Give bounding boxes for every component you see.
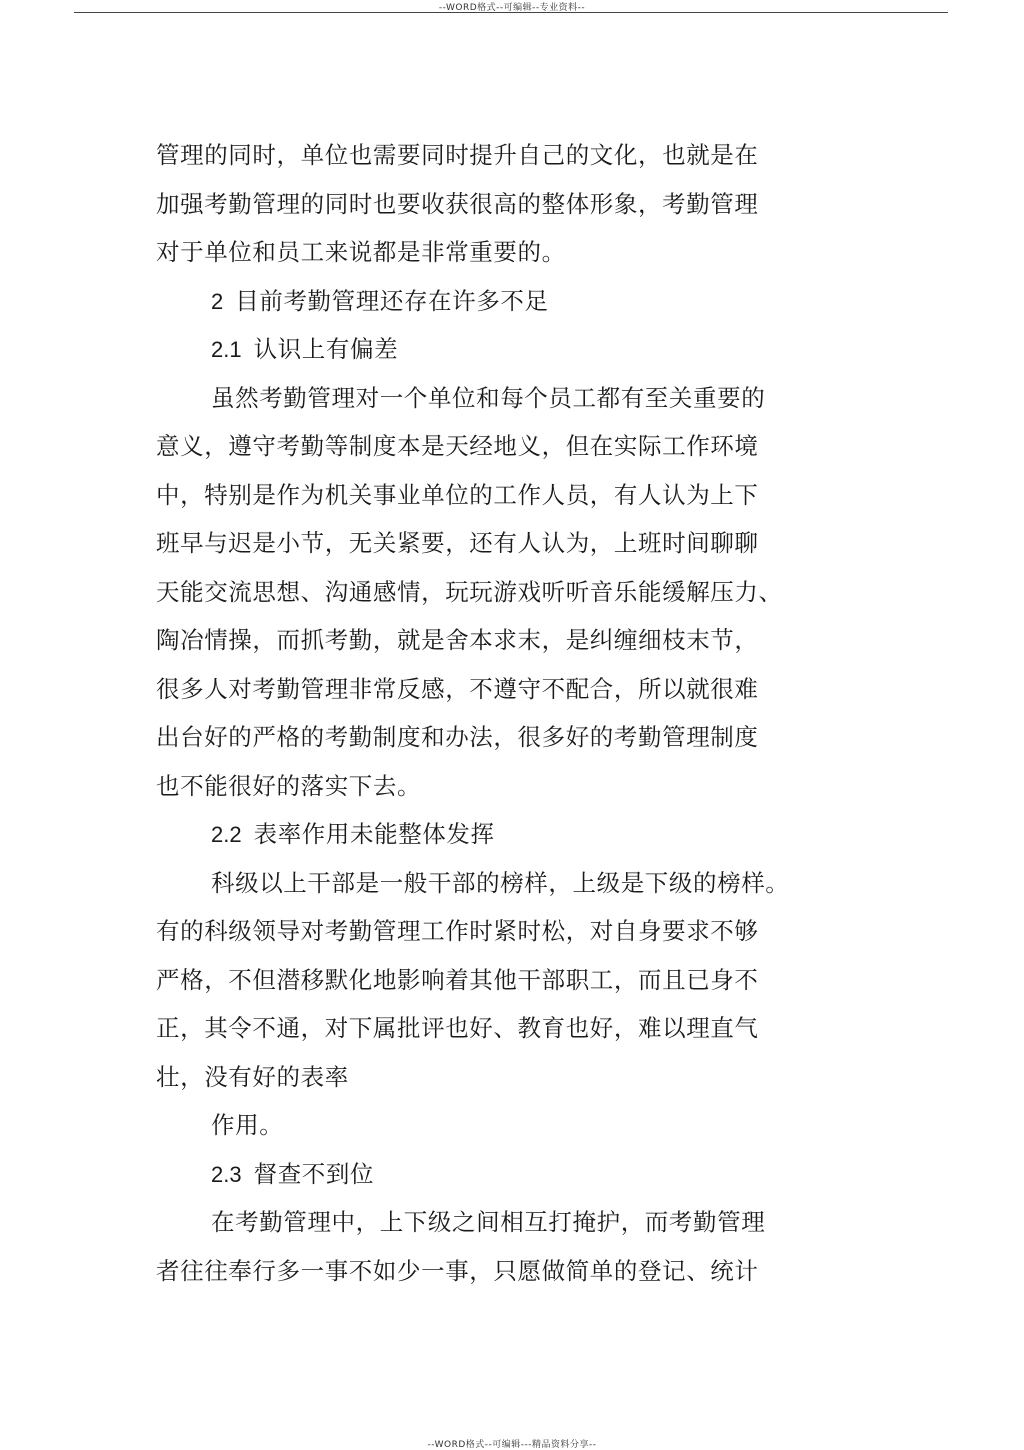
section-title: 表率作用未能整体发挥 <box>253 820 495 848</box>
paragraph-line: 在考勤管理中，上下级之间相互打掩护，而考勤管理 <box>211 1208 766 1236</box>
paragraph-line: 正，其令不通，对下属批评也好、教育也好，难以理直气 <box>156 1014 759 1042</box>
paragraph-line: 陶冶情操，而抓考勤，就是舍本求末，是纠缠细枝末节， <box>156 626 759 654</box>
header-divider <box>74 12 948 13</box>
section-heading-2-2 <box>156 810 786 859</box>
section-number: 2.1 <box>211 337 242 362</box>
paragraph-line: 很多人对考勤管理非常反感，不遵守不配合，所以就很难 <box>156 674 759 703</box>
section-number: 2.2 <box>211 822 242 847</box>
paragraph-line: 对于单位和员工来说都是非常重要的。 <box>156 238 566 266</box>
document-body <box>156 131 790 1295</box>
section-title: 督查不到位 <box>253 1159 375 1188</box>
section-title: 认识上有偏差 <box>253 335 399 363</box>
paragraph-line: 管理的同时，单位也需要同时提升自己的文化，也就是在 <box>156 141 759 169</box>
section-heading-2 <box>156 277 786 326</box>
page-footer-text: --WORD格式--可编辑---精品资料分享-- <box>427 1440 597 1450</box>
paragraph-line: 意义，遵守考勤等制度本是天经地义，但在实际工作环境 <box>156 432 759 460</box>
paragraph-line: 也不能很好的落实下去。 <box>156 771 422 800</box>
section-heading-2-1 <box>156 325 786 374</box>
paragraph-line: 作用。 <box>211 1111 284 1139</box>
paragraph-line: 班早与迟是小节，无关紧要，还有人认为，上班时间聊聊 <box>156 529 759 557</box>
paragraph-line: 加强考勤管理的同时也要收获很高的整体形象，考勤管理 <box>156 189 759 218</box>
paragraph-line: 科级以上干部是一般干部的榜样，上级是下级的榜样。 <box>211 868 790 897</box>
section-title: 目前考勤管理还存在许多不足 <box>235 286 549 315</box>
page-header-text: --WORD格式--可编辑--专业资料-- <box>438 3 586 13</box>
section-number: 2 <box>211 288 224 314</box>
paragraph-line: 者往往奉行多一事不如少一事，只愿做简单的登记、统计 <box>156 1256 759 1285</box>
section-number: 2.3 <box>211 1161 242 1187</box>
paragraph-line: 出台好的严格的考勤制度和办法，很多好的考勤管理制度 <box>156 723 759 751</box>
paragraph-line: 有的科级领导对考勤管理工作时紧时松，对自身要求不够 <box>156 917 759 945</box>
paragraph-line: 中，特别是作为机关事业单位的工作人员，有人认为上下 <box>156 480 759 509</box>
paragraph-line: 壮，没有好的表率 <box>156 1062 349 1091</box>
section-heading-2-3 <box>156 1150 786 1199</box>
paragraph-line: 严格，不但潜移默化地影响着其他干部职工，而且已身不 <box>156 965 759 994</box>
paragraph-line: 虽然考勤管理对一个单位和每个员工都有至关重要的 <box>211 383 766 412</box>
paragraph-line: 天能交流思想、沟通感情，玩玩游戏听听音乐能缓解压力、 <box>156 577 783 606</box>
